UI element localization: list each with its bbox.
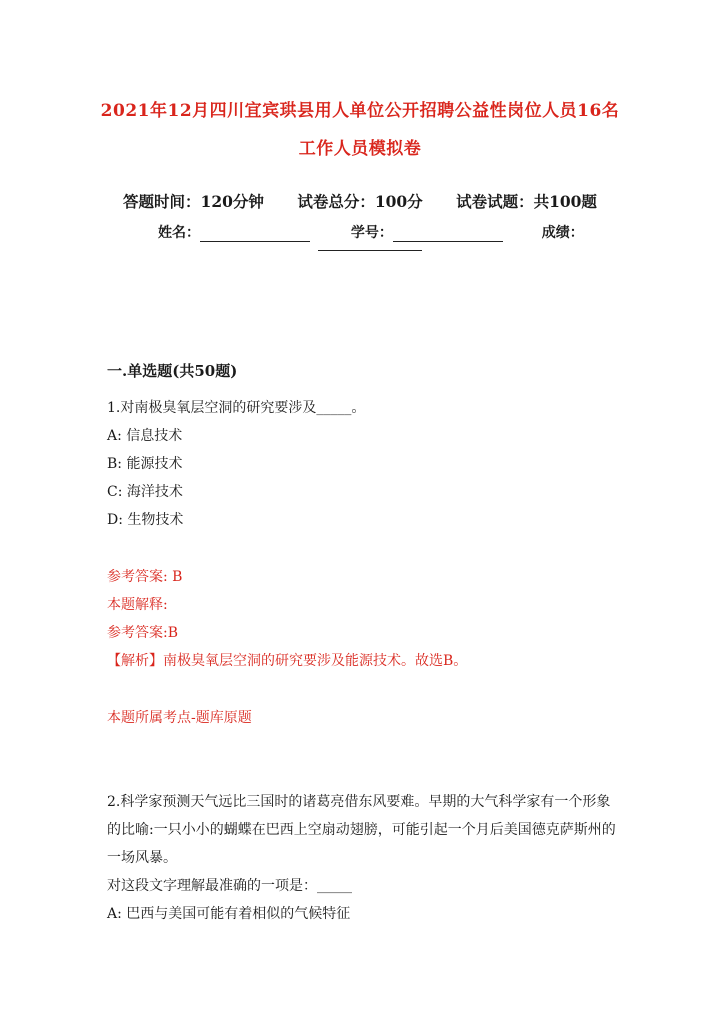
q1-option-b: B: 能源技术 [107,456,183,472]
q1-answer: 参考答案: B [107,569,183,585]
q2-option-a: A: 巴西与美国可能有着相似的气候特征 [107,906,351,922]
name-blank[interactable] [200,227,310,242]
q2-question: 对这段文字理解最准确的一项是：_____ [107,878,352,894]
score-blank[interactable] [318,250,422,251]
id-label: 学号： [350,225,393,241]
section-title: 一.单选题(共50题) [107,362,238,380]
exam-total-score: 试卷总分：100分 [297,192,423,211]
exam-meta [0,190,720,212]
exam-title-line2: 工作人员模拟卷 [298,139,422,159]
score-label: 成绩： [541,225,584,241]
q1-answer-repeat: 参考答案:B [107,625,179,641]
exam-title-line1: 2021年12月四川宜宾珙县用人单位公开招聘公益性岗位人员16名 [100,101,620,121]
q1-option-d: D: 生物技术 [107,512,184,528]
q2-block [107,788,617,928]
q1-option-a: A: 信息技术 [107,428,183,444]
id-blank[interactable] [393,227,503,242]
q2-stem: 2.科学家预测天气远比三国时的诸葛亮借东风要难。早期的大气科学家有一个形象的比喻:一只小小的蝴蝶在巴西上空扇动翅膀，可能引起一个月后美国德克萨斯州的一场风暴。 [107,794,616,866]
q1-explain-label: 本题解释: [107,597,168,613]
name-label: 姓名： [158,225,200,241]
q1-option-c: C: 海洋技术 [107,484,183,500]
student-info-fields [158,222,584,242]
q1-analysis: 【解析】南极臭氧层空洞的研究要涉及能源技术。故选B。 [107,653,468,669]
exam-time: 答题时间：120分钟 [123,192,264,211]
q1-source: 本题所属考点-题库原题 [107,710,252,726]
exam-question-count: 试卷试题：共100题 [456,192,597,211]
q1-stem: 1.对南极臭氧层空洞的研究要涉及_____。 [107,400,366,416]
